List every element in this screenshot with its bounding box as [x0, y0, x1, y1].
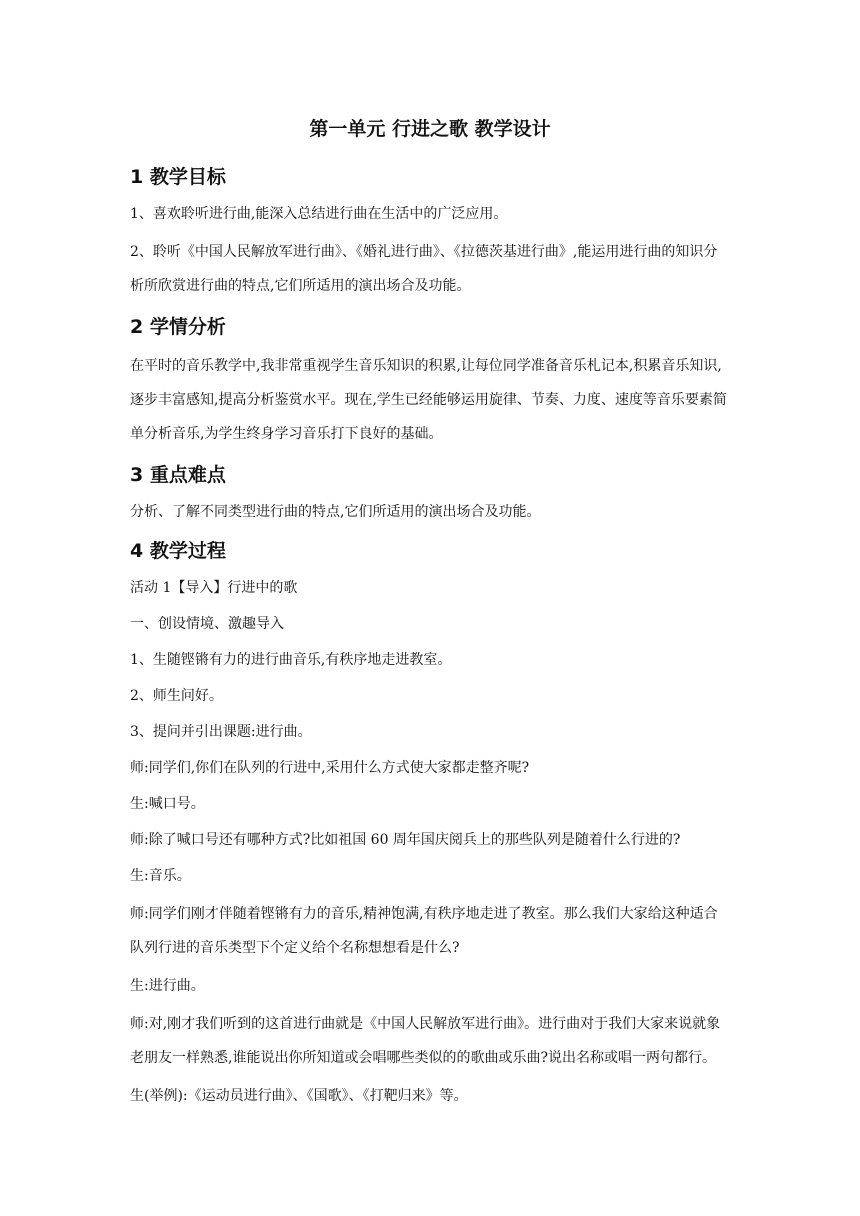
paragraph: 师:同学们,你们在队列的行进中,采用什么方式使大家都走整齐呢?	[130, 760, 530, 776]
paragraph: 生(举例):《运动员进行曲》、《国歌》、《打靶归来》等。	[130, 1088, 468, 1104]
paragraph: 分析、了解不同类型进行曲的特点,它们所适用的演出场合及功能。	[130, 504, 541, 520]
paragraph: 在平时的音乐教学中,我非常重视学生音乐知识的积累,让每位同学准备音乐札记本,积累音乐知识,逐步丰富感知,提高分析鉴赏水平。现在,学生已经能够运用旋律、节奏、力度、速度等音乐要素简单分析音乐,为学生终身学习音乐打下良好的基础。	[130, 358, 727, 442]
paragraph: 生:进行曲。	[130, 978, 205, 994]
paragraph: 1、喜欢聆听进行曲,能深入总结进行曲在生活中的广泛应用。	[130, 206, 508, 222]
section-heading: 2 学情分析	[130, 316, 226, 338]
paragraph: 生:喊口号。	[130, 796, 205, 812]
section-heading: 3 重点难点	[130, 464, 226, 486]
paragraph: 师:同学们刚才伴随着铿锵有力的音乐,精神饱满,有秩序地走进了教室。那么我们大家给这种适合队列行进的音乐类型下个定义给个名称想想看是什么?	[130, 906, 718, 956]
paragraph: 活动 1【导入】行进中的歌	[130, 580, 298, 596]
paragraph: 师:除了喊口号还有哪种方式?比如祖国 60 周年国庆阅兵上的那些队列是随着什么行进的?	[130, 832, 681, 848]
paragraph: 2、聆听《中国人民解放军进行曲》、《婚礼进行曲》、《拉德茨基进行曲》,能运用进行曲的知识分析所欣赏进行曲的特点,它们所适用的演出场合及功能。	[130, 244, 718, 294]
section-teaching-objectives	[130, 163, 730, 303]
paragraph: 1、生随铿锵有力的进行曲音乐,有秩序地走进教室。	[130, 652, 452, 668]
section-heading: 4 教学过程	[130, 540, 226, 562]
paragraph: 2、师生问好。	[130, 688, 223, 704]
section-key-difficulties	[130, 461, 730, 527]
paragraph: 3、提问并引出课题:进行曲。	[130, 724, 312, 740]
section-student-analysis	[130, 313, 730, 451]
section-heading: 1 教学目标	[130, 166, 226, 188]
section-teaching-process	[130, 537, 730, 1111]
paragraph: 师:对,刚才我们听到的这首进行曲就是《中国人民解放军进行曲》。进行曲对于我们大家来说就象老朋友一样熟悉,谁能说出你所知道或会唱哪些类似的的歌曲或乐曲?说出名称或唱一两句都行。	[130, 1016, 721, 1066]
document-title: 第一单元 行进之歌 教学设计	[309, 118, 551, 140]
paragraph: 生:音乐。	[130, 868, 191, 884]
paragraph: 一、创设情境、激趣导入	[130, 616, 284, 632]
